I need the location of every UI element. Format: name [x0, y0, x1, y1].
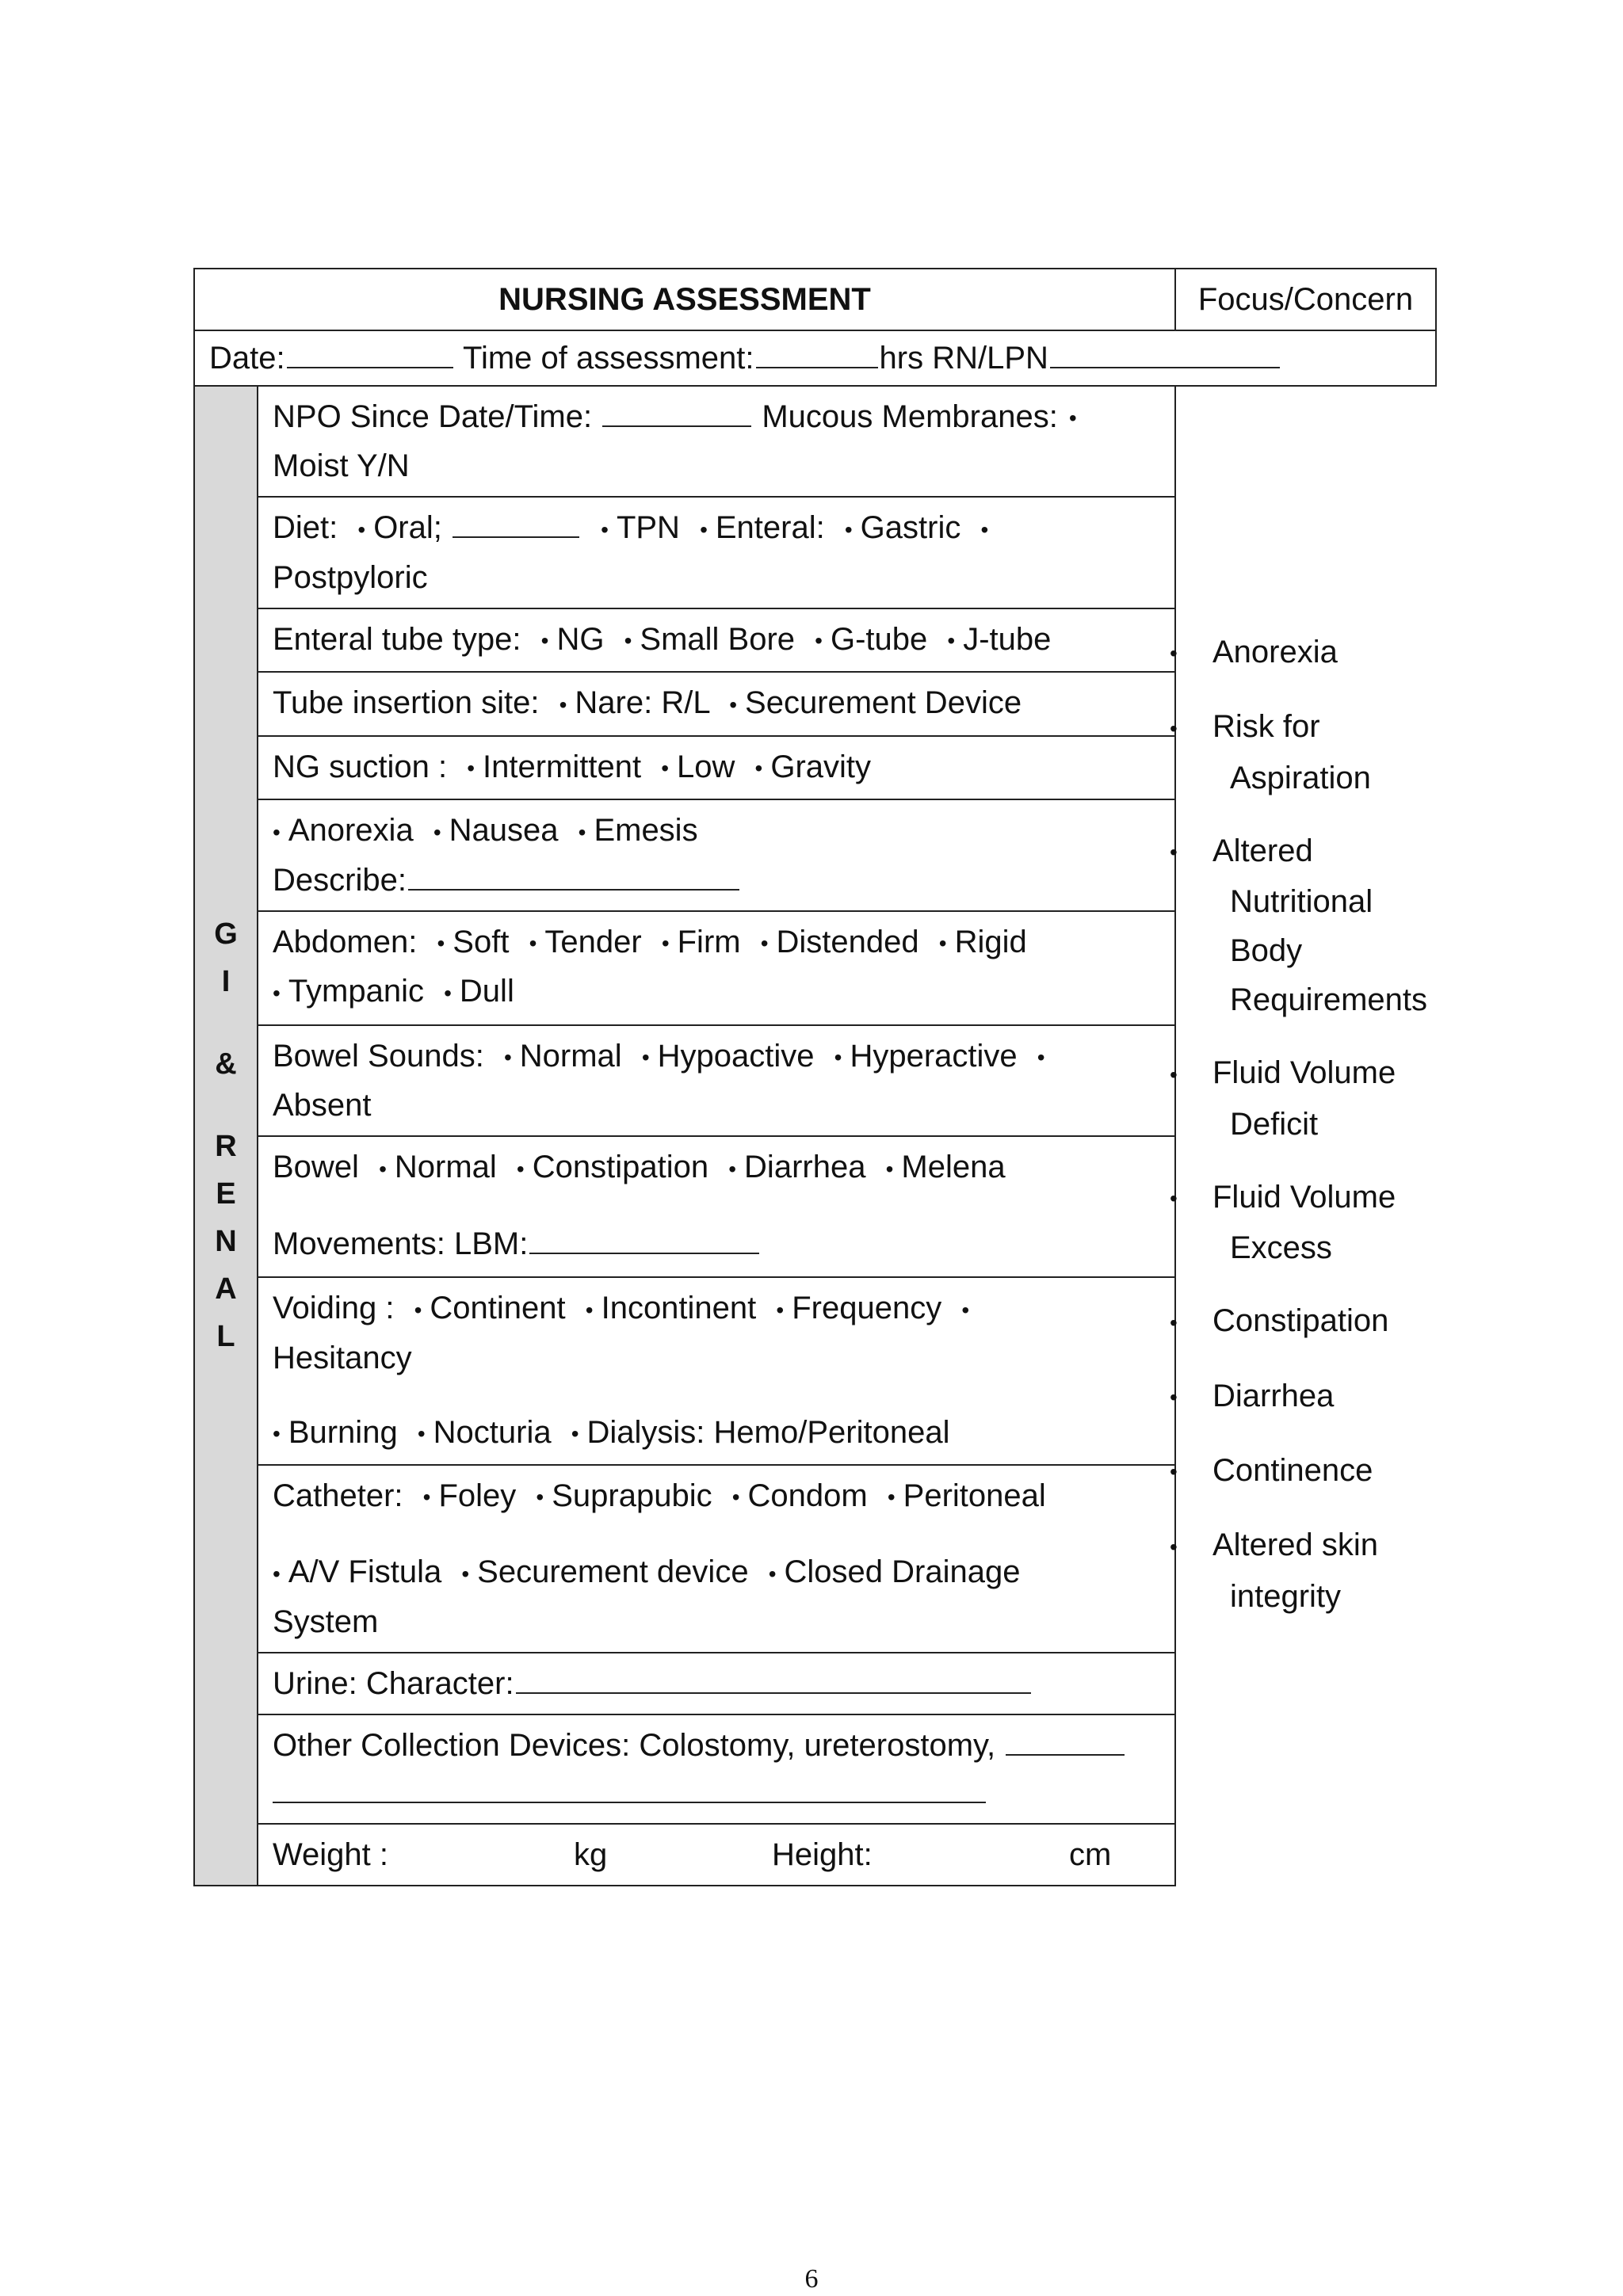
- abdomen-dull: Dull: [459, 974, 514, 1009]
- checkbox-bullet[interactable]: •: [1068, 406, 1077, 431]
- checkbox-bullet[interactable]: •: [273, 1561, 281, 1586]
- suction-gravity: Gravity: [770, 749, 872, 784]
- focus-concern-cell: [1170, 386, 1436, 1886]
- focus-concern-header: Focus/Concern: [1175, 269, 1436, 330]
- checkbox-bullet[interactable]: •: [768, 1561, 777, 1586]
- diet-tpn: TPN: [616, 510, 680, 546]
- checkbox-bullet[interactable]: •: [729, 692, 738, 717]
- catheter-system: System: [273, 1604, 379, 1639]
- diet-gastric: Gastric: [860, 510, 961, 546]
- bowel-sounds-label: Bowel Sounds:: [273, 1038, 484, 1074]
- checkbox-bullet[interactable]: •: [641, 1045, 650, 1070]
- abdomen-tender: Tender: [544, 924, 642, 959]
- weight-height-cell: [258, 1824, 1175, 1886]
- checkbox-bullet[interactable]: •: [661, 931, 670, 956]
- tube-small-bore: Small Bore: [640, 621, 796, 657]
- bowel-melena: Melena: [901, 1150, 1006, 1185]
- checkbox-bullet[interactable]: •: [273, 980, 281, 1005]
- time-label: Time of assessment:: [463, 341, 754, 376]
- checkbox-bullet[interactable]: •: [467, 756, 475, 781]
- weight-label: Weight :: [273, 1836, 388, 1872]
- checkbox-bullet[interactable]: •: [503, 1045, 512, 1070]
- diet-postpyloric: Postpyloric: [273, 559, 428, 595]
- catheter-securement: Securement device: [477, 1554, 749, 1590]
- checkbox-bullet[interactable]: •: [885, 1156, 894, 1181]
- tube-j-tube: J-tube: [963, 621, 1052, 657]
- checkbox-bullet[interactable]: •: [938, 931, 947, 956]
- date-time-field-row: [194, 330, 1436, 386]
- date-row: [194, 330, 1436, 386]
- checkbox-bullet[interactable]: •: [578, 819, 586, 845]
- oral-diet-field[interactable]: [453, 509, 579, 538]
- checkbox-bullet[interactable]: •: [540, 628, 549, 654]
- describe-field[interactable]: [408, 862, 739, 891]
- urine-character-field[interactable]: [516, 1665, 1031, 1694]
- focus-item: • Altered Nutritional Body Requirements: [1170, 833, 1428, 1018]
- section-letter: N: [215, 1225, 237, 1259]
- abdomen-label: Abdomen:: [273, 924, 418, 959]
- checkbox-bullet[interactable]: •: [379, 1156, 387, 1181]
- checkbox-bullet[interactable]: •: [444, 980, 452, 1005]
- focus-item: • Risk for Aspiration: [1170, 709, 1371, 795]
- bowel-diarrhea: Diarrhea: [744, 1150, 866, 1185]
- section-letter: I: [221, 965, 231, 999]
- abdomen-firm: Firm: [677, 924, 741, 959]
- checkbox-bullet[interactable]: •: [700, 517, 708, 542]
- tube-ng: NG: [556, 621, 605, 657]
- kg-unit: kg: [574, 1836, 608, 1872]
- voiding-continent: Continent: [430, 1291, 566, 1326]
- bowel-sounds-hyperactive: Hyperactive: [850, 1038, 1018, 1074]
- checkbox-bullet[interactable]: •: [776, 1297, 785, 1322]
- tube-site-nare: Nare: R/L: [575, 685, 710, 721]
- tube-site-securement: Securement Device: [745, 685, 1022, 721]
- moist-option: Moist Y/N: [273, 448, 410, 484]
- checkbox-bullet[interactable]: •: [947, 628, 956, 654]
- diet-oral: Oral;: [373, 510, 442, 546]
- voiding-label: Voiding :: [273, 1291, 395, 1326]
- rn-lpn-field[interactable]: [1050, 340, 1280, 368]
- lbm-label: Movements: LBM:: [273, 1226, 529, 1261]
- other-devices-field[interactable]: [1006, 1727, 1125, 1756]
- focus-item: • Constipation: [1170, 1303, 1389, 1339]
- row-npo: [194, 386, 1436, 497]
- bowel-sounds-cell: [258, 1025, 1175, 1136]
- focus-concern-list: [1170, 627, 1428, 1621]
- height-label: Height:: [772, 1836, 873, 1872]
- abdomen-distended: Distended: [776, 924, 919, 959]
- page-number: 6: [804, 2264, 819, 2294]
- nursing-assessment-form: [193, 268, 1437, 1886]
- tube-site-cell: [258, 672, 1175, 735]
- form-title: NURSING ASSESSMENT: [194, 269, 1175, 330]
- section-letter: L: [216, 1320, 235, 1354]
- abdomen-soft: Soft: [453, 924, 510, 959]
- voiding-burning: Burning: [288, 1414, 398, 1450]
- date-label: Date:: [209, 341, 285, 376]
- voiding-hesitancy: Hesitancy: [273, 1340, 412, 1375]
- ng-suction-cell: [258, 736, 1175, 799]
- checkbox-bullet[interactable]: •: [754, 756, 763, 781]
- checkbox-bullet[interactable]: •: [760, 931, 769, 956]
- tube-type-cell: [258, 608, 1175, 672]
- checkbox-bullet[interactable]: •: [980, 517, 989, 542]
- checkbox-bullet[interactable]: •: [529, 931, 537, 956]
- catheter-av-fistula: A/V Fistula: [288, 1554, 442, 1590]
- checkbox-bullet[interactable]: •: [461, 1561, 470, 1586]
- focus-item: • Anorexia: [1170, 634, 1338, 669]
- tube-type-label: Enteral tube type:: [273, 621, 521, 657]
- checkbox-bullet[interactable]: •: [1037, 1045, 1045, 1070]
- symptom-emesis: Emesis: [594, 813, 698, 849]
- abdomen-rigid: Rigid: [954, 924, 1027, 959]
- checkbox-bullet[interactable]: •: [516, 1156, 525, 1181]
- tube-g-tube: G-tube: [830, 621, 928, 657]
- suction-intermittent: Intermittent: [483, 749, 642, 784]
- npo-date-field[interactable]: [602, 399, 751, 427]
- bowel-sounds-normal: Normal: [519, 1038, 622, 1074]
- voiding-incontinent: Incontinent: [601, 1291, 757, 1326]
- other-devices-cell: [258, 1714, 1175, 1824]
- checkbox-bullet[interactable]: •: [661, 756, 670, 781]
- bowel-sounds-hypoactive: Hypoactive: [657, 1038, 815, 1074]
- bowel-label: Bowel: [273, 1150, 359, 1185]
- checkbox-bullet[interactable]: •: [815, 628, 823, 654]
- section-letter: &: [215, 1047, 237, 1081]
- header-row: [194, 269, 1436, 330]
- abdomen-tympanic: Tympanic: [288, 974, 424, 1009]
- urine-cell: [258, 1653, 1175, 1714]
- diet-cell: [258, 497, 1175, 608]
- checkbox-bullet[interactable]: •: [731, 1485, 740, 1510]
- symptom-anorexia: Anorexia: [288, 813, 414, 849]
- focus-item: • Continence: [1170, 1453, 1373, 1488]
- lbm-field[interactable]: [529, 1226, 759, 1254]
- focus-item: • Altered skin integrity: [1170, 1527, 1378, 1614]
- checkbox-bullet[interactable]: •: [273, 1421, 281, 1446]
- urine-label: Urine: Character:: [273, 1665, 514, 1701]
- voiding-nocturia: Nocturia: [433, 1414, 552, 1450]
- time-field[interactable]: [756, 340, 878, 368]
- mucous-label: Mucous Membranes:: [762, 399, 1058, 434]
- catheter-foley: Foley: [438, 1478, 517, 1513]
- bowel-normal: Normal: [394, 1150, 497, 1185]
- section-letter: R: [215, 1130, 237, 1164]
- other-devices-field-line2[interactable]: [273, 1775, 986, 1803]
- voiding-frequency: Frequency: [792, 1291, 942, 1326]
- checkbox-bullet[interactable]: •: [834, 1045, 842, 1070]
- checkbox-bullet[interactable]: •: [437, 931, 445, 956]
- npo-cell: [258, 386, 1175, 497]
- npo-label: NPO Since Date/Time:: [273, 399, 593, 434]
- checkbox-bullet[interactable]: •: [887, 1485, 896, 1510]
- checkbox-bullet[interactable]: •: [433, 819, 441, 845]
- symptoms-cell: [258, 799, 1175, 910]
- checkbox-bullet[interactable]: •: [961, 1297, 970, 1322]
- voiding-cell: [258, 1277, 1175, 1465]
- focus-item: • Fluid Volume Excess: [1170, 1179, 1396, 1266]
- symptom-nausea: Nausea: [449, 813, 559, 849]
- section-letter: A: [215, 1272, 237, 1306]
- section-letter: E: [216, 1177, 236, 1211]
- bowel-sounds-absent: Absent: [273, 1088, 372, 1123]
- checkbox-bullet[interactable]: •: [414, 1297, 422, 1322]
- checkbox-bullet[interactable]: •: [624, 628, 632, 654]
- checkbox-bullet[interactable]: •: [422, 1485, 431, 1510]
- checkbox-bullet[interactable]: •: [536, 1485, 544, 1510]
- catheter-label: Catheter:: [273, 1478, 403, 1513]
- focus-item: • Fluid Volume Deficit: [1170, 1055, 1396, 1142]
- other-devices-label: Other Collection Devices: Colostomy, ureterostomy,: [273, 1727, 996, 1763]
- focus-item: • Diarrhea: [1170, 1378, 1335, 1413]
- checkbox-bullet[interactable]: •: [728, 1156, 737, 1181]
- catheter-cell: [258, 1465, 1175, 1653]
- checkbox-bullet[interactable]: •: [559, 692, 567, 717]
- catheter-condom: Condom: [747, 1478, 868, 1513]
- catheter-suprapubic: Suprapubic: [552, 1478, 712, 1513]
- date-field[interactable]: [287, 340, 453, 368]
- checkbox-bullet[interactable]: •: [601, 517, 609, 542]
- section-label-gi-renal: [194, 386, 258, 1886]
- diet-label: Diet:: [273, 510, 338, 546]
- catheter-closed-drainage: Closed Drainage: [784, 1554, 1021, 1590]
- cm-unit: cm: [1069, 1836, 1112, 1872]
- tube-site-label: Tube insertion site:: [273, 685, 540, 721]
- suction-low: Low: [677, 749, 735, 784]
- checkbox-bullet[interactable]: •: [417, 1421, 426, 1446]
- ng-suction-label: NG suction :: [273, 749, 448, 784]
- bowel-movements-cell: [258, 1136, 1175, 1277]
- checkbox-bullet[interactable]: •: [357, 517, 366, 542]
- diet-enteral: Enteral:: [715, 510, 825, 546]
- bowel-constipation: Constipation: [532, 1150, 709, 1185]
- checkbox-bullet[interactable]: •: [585, 1297, 594, 1322]
- abdomen-cell: [258, 911, 1175, 1025]
- hrs-rn-label: hrs RN/LPN: [879, 341, 1048, 376]
- section-letter: G: [214, 917, 238, 952]
- checkbox-bullet[interactable]: •: [844, 517, 853, 542]
- describe-label: Describe:: [273, 862, 407, 898]
- checkbox-bullet[interactable]: •: [571, 1421, 579, 1446]
- voiding-dialysis: Dialysis: Hemo/Peritoneal: [586, 1414, 950, 1450]
- catheter-peritoneal: Peritoneal: [903, 1478, 1046, 1513]
- checkbox-bullet[interactable]: •: [273, 819, 281, 845]
